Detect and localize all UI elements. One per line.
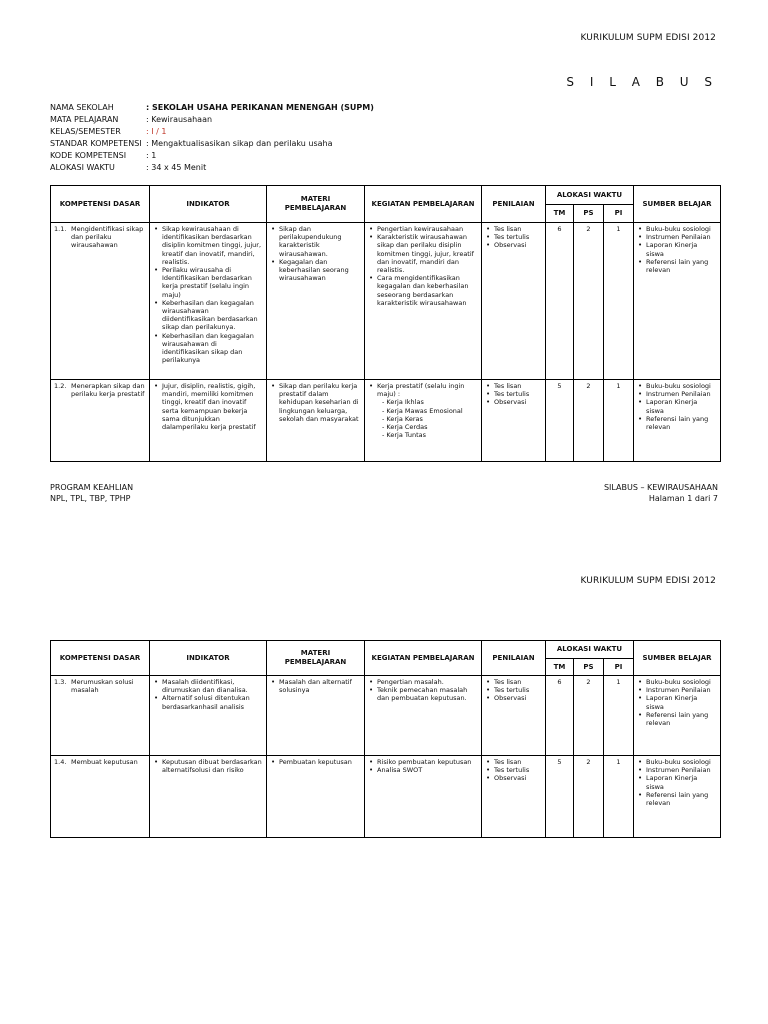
header-kompetensi-dasar: KOMPETENSI DASAR [51,641,150,676]
penilaian-item: • Tes lisan [494,678,542,686]
sumber-item: • Referensi lain yang relevan [646,711,717,727]
materi-item: • Kegagalan dan keberhasilan seorang wirausahawan [279,258,361,283]
sumber-item: • Laporan Kinerja siswa [646,398,717,414]
kompetensi-dasar-cell [51,756,150,838]
kompetensi-dasar [54,758,146,766]
sumber-item: • Instrumen Penilaian [646,390,717,398]
meta-row-kode-kompetensi [50,150,374,162]
syllabus-table-1 [50,185,721,462]
kompetensi-code: 1.3. [54,678,67,686]
indikator-list [153,758,263,774]
kompetensi-code: 1.1. [54,225,67,233]
footer-program [50,482,133,504]
kegiatan-cell [365,676,482,756]
syllabus-table-2 [50,640,721,838]
penilaian-cell [482,223,546,380]
header-pi: PI [604,205,634,223]
penilaian-cell [482,380,546,462]
table-row [51,756,721,838]
materi-item: • Sikap dan perilaku kerja prestatif dalam kehidupan keseharian di lingkungan keluarga, sekolah dan masyarakat [279,382,361,423]
meta-row-nama-sekolah [50,102,374,114]
kegiatan-list [368,758,478,774]
ps-value: 2 [574,380,604,462]
kegiatan-item: • Teknik pemecahan masalah dan pembuatan keputusan. [377,686,478,702]
kegiatan-cell [365,223,482,380]
footer-doc-title: SILABUS – KEWIRAUSAHAAN [603,483,718,492]
table-row [51,223,721,380]
kegiatan-sub-item: - Kerja Mawas Emosional [382,406,463,415]
materi-list [270,382,361,423]
penilaian-item: • Tes tertulis [494,686,542,694]
penilaian-item: • Tes tertulis [494,766,542,774]
penilaian-item: • Tes tertulis [494,233,542,241]
materi-item: • Masalah dan alternatif solusinya [279,678,361,694]
indikator-item: • Keberhasilan dan kegagalan wirausahawan di identifikasikan sikap dan perilakunya [162,332,263,365]
meta-value: : Mengaktualisasikan sikap dan perilaku usaha [146,139,333,148]
penilaian-item: • Observasi [494,398,542,406]
footer-program-label: PROGRAM KEAHLIAN [50,483,134,492]
sumber-item: • Buku-buku sosiologi [646,758,717,766]
sumber-item: • Buku-buku sosiologi [646,382,717,390]
indikator-item: • Keberhasilan dan kegagalan wirausahawan diidentifikasikan berdasarkan sikap dan perilakunya. [162,299,263,332]
sumber-item: • Referensi lain yang relevan [646,415,717,431]
sumber-item: • Instrumen Penilaian [646,766,717,774]
kegiatan-list [368,382,478,398]
penilaian-item: • Observasi [494,241,542,249]
footer-page-number: Halaman 1 dari 7 [648,494,718,503]
sumber-item: • Buku-buku sosiologi [646,678,717,686]
header-sumber-belajar: SUMBER BELAJAR [634,641,721,676]
penilaian-list [485,382,542,407]
tm-value: 5 [546,380,574,462]
indikator-item: • Alternatif solusi ditentukan berdasarkanhasil analisis [162,694,263,710]
meta-row-alokasi-waktu [50,162,374,174]
kegiatan-item: • Analisa SWOT [377,766,478,774]
kompetensi-text: Membuat keputusan [71,758,138,766]
meta-row-standar-kompetensi [50,138,374,150]
ps-value: 2 [574,676,604,756]
kurikulum-header-page-2: KURIKULUM SUPM EDISI 2012 [580,576,716,586]
penilaian-item: • Observasi [494,694,542,702]
kegiatan-list [368,678,478,703]
meta-label: NAMA SEKOLAH [50,103,114,112]
kompetensi-dasar [54,678,146,694]
header-indikator: INDIKATOR [150,186,267,223]
sumber-item: • Buku-buku sosiologi [646,225,717,233]
penilaian-cell [482,756,546,838]
header-indikator: INDIKATOR [150,641,267,676]
penilaian-item: • Tes lisan [494,758,542,766]
indikator-cell [150,756,267,838]
header-kegiatan: KEGIATAN PEMBELAJARAN [365,186,482,223]
header-sumber-belajar: SUMBER BELAJAR [634,186,721,223]
table-1-body [51,223,721,462]
kegiatan-sub-item: - Kerja Tuntas [382,431,427,440]
kegiatan-cell [365,756,482,838]
penilaian-item: • Observasi [494,774,542,782]
sumber-item: • Laporan Kinerja siswa [646,694,717,710]
pi-value: 1 [604,756,634,838]
meta-label: KELAS/SEMESTER [50,127,121,136]
sumber-item: • Laporan Kinerja siswa [646,241,717,257]
penilaian-item: • Tes tertulis [494,390,542,398]
materi-cell [267,756,365,838]
table-row [51,676,721,756]
kompetensi-dasar-cell [51,676,150,756]
kompetensi-dasar [54,225,146,250]
header-alokasi-waktu: ALOKASI WAKTU [546,186,634,205]
materi-cell [267,676,365,756]
meta-row-mata-pelajaran [50,114,374,126]
header-kegiatan: KEGIATAN PEMBELAJARAN [365,641,482,676]
kegiatan-sub-item: - Kerja Keras [382,414,423,423]
sumber-item: • Instrumen Penilaian [646,686,717,694]
materi-cell [267,380,365,462]
header-tm: TM [546,205,574,223]
indikator-list [153,678,263,711]
penilaian-list [485,758,542,783]
indikator-cell [150,676,267,756]
kegiatan-item: • Pengertian kewirausahaan [377,225,478,233]
header-pi: PI [604,659,634,676]
indikator-cell [150,380,267,462]
kegiatan-sub-item: - Kerja Cerdas [382,423,428,432]
sumber-list [637,382,717,431]
kegiatan-list [368,225,478,307]
indikator-item: • Jujur, disiplin, realistis, gigih, mandiri, memiliki komitmen tinggi, kreatif dan inovatif serta kemampuan bekerja sama ditunjukkan dalamperilaku kerja prestatif [162,382,263,431]
materi-item: • Sikap dan perilakupendukung karakteristik wirausahawan. [279,225,361,258]
tm-value: 5 [546,756,574,838]
kegiatan-sub-list [368,398,478,439]
kompetensi-code: 1.4. [54,758,67,766]
sumber-list [637,225,717,274]
kompetensi-dasar [54,382,146,398]
header-materi: MATERI PEMBELAJARAN [267,641,365,676]
sumber-belajar-cell [634,380,721,462]
meta-value: : Kewirausahaan [146,115,213,124]
indikator-item: • Sikap kewirausahaan di identifikasikan berdasarkan disiplin komitmen tinggi, jujur, kreatif dan inovatif, mandiri, realistis. [162,225,263,266]
materi-cell [267,223,365,380]
sumber-list [637,678,717,727]
meta-value: : SEKOLAH USAHA PERIKANAN MENENGAH (SUPM) [146,103,374,112]
meta-label: MATA PELAJARAN [50,115,119,124]
materi-item: • Pembuatan keputusan [279,758,361,766]
sumber-list [637,758,717,807]
header-materi: MATERI PEMBELAJARAN [267,186,365,223]
sumber-belajar-cell [634,223,721,380]
penilaian-cell [482,676,546,756]
pi-value: 1 [604,223,634,380]
pi-value: 1 [604,380,634,462]
header-tm: TM [546,659,574,676]
indikator-cell [150,223,267,380]
ps-value: 2 [574,756,604,838]
header-kompetensi-dasar: KOMPETENSI DASAR [51,186,150,223]
kompetensi-text: Merumuskan solusi masalah [71,678,134,695]
indikator-item: • Keputusan dibuat berdasarkan alternatifsolusi dan risiko [162,758,263,774]
kegiatan-cell [365,380,482,462]
footer-page-info [604,482,718,504]
meta-row-kelas-semester [50,126,374,138]
meta-label: STANDAR KOMPETENSI [50,139,142,148]
sumber-item: • Referensi lain yang relevan [646,258,717,274]
syllabus-meta [50,102,374,174]
tm-value: 6 [546,223,574,380]
penilaian-item: • Tes lisan [494,382,542,390]
penilaian-item: • Tes lisan [494,225,542,233]
penilaian-list [485,225,542,250]
table-2-body [51,676,721,838]
table-row [51,380,721,462]
meta-label: ALOKASI WAKTU [50,163,115,172]
meta-label: KODE KOMPETENSI [50,151,127,160]
kompetensi-dasar-cell [51,223,150,380]
meta-value: : 34 x 45 Menit [146,163,207,172]
meta-value: : I / 1 [146,127,167,136]
sumber-item: • Laporan Kinerja siswa [646,774,717,790]
header-alokasi-waktu: ALOKASI WAKTU [546,641,634,659]
materi-list [270,225,361,282]
kegiatan-sub-item: - Kerja Ikhlas [382,398,424,407]
tm-value: 6 [546,676,574,756]
sumber-item: • Referensi lain yang relevan [646,791,717,807]
meta-value: : 1 [146,151,157,160]
kegiatan-item: • Cara mengidentifikasikan kegagalan dan keberhasilan seseorang berdasarkan karakteristik wirausahawan [377,274,478,307]
materi-list [270,678,361,694]
page-title: S I L A B U S [566,75,718,89]
kompetensi-dasar-cell [51,380,150,462]
sumber-belajar-cell [634,676,721,756]
kegiatan-item: • Risiko pembuatan keputusan [377,758,478,766]
kompetensi-text: Mengidentifikasi sikap dan perilaku wirausahawan [71,225,144,250]
indikator-item: • Masalah diidentifikasi, dirumuskan dan dianalisa. [162,678,263,694]
sumber-belajar-cell [634,756,721,838]
header-ps: PS [574,659,604,676]
kegiatan-item: • Kerja prestatif (selalu ingin maju) : [377,382,478,398]
indikator-list [153,382,263,431]
header-penilaian: PENILAIAN [482,641,546,676]
kompetensi-text: Menerapkan sikap dan perilaku kerja prestatif [71,382,145,399]
sumber-item: • Instrumen Penilaian [646,233,717,241]
kegiatan-item: • Pengertian masalah. [377,678,478,686]
materi-list [270,758,361,766]
penilaian-list [485,678,542,703]
kompetensi-code: 1.2. [54,382,67,390]
kegiatan-item: • Karakteristik wirausahawan sikap dan perilaku disiplin komitmen tinggi, jujur, kreatif dan inovatif, mandiri dan realistis. [377,233,478,274]
header-penilaian: PENILAIAN [482,186,546,223]
header-ps: PS [574,205,604,223]
kurikulum-header: KURIKULUM SUPM EDISI 2012 [580,33,716,43]
ps-value: 2 [574,223,604,380]
indikator-list [153,225,263,364]
indikator-item: • Perilaku wirausaha di Identifikasikan berdasarkan kerja prestatif (selalu ingin maju) [162,266,263,299]
footer-program-value: NPL, TPL, TBP, TPHP [50,494,131,503]
pi-value: 1 [604,676,634,756]
